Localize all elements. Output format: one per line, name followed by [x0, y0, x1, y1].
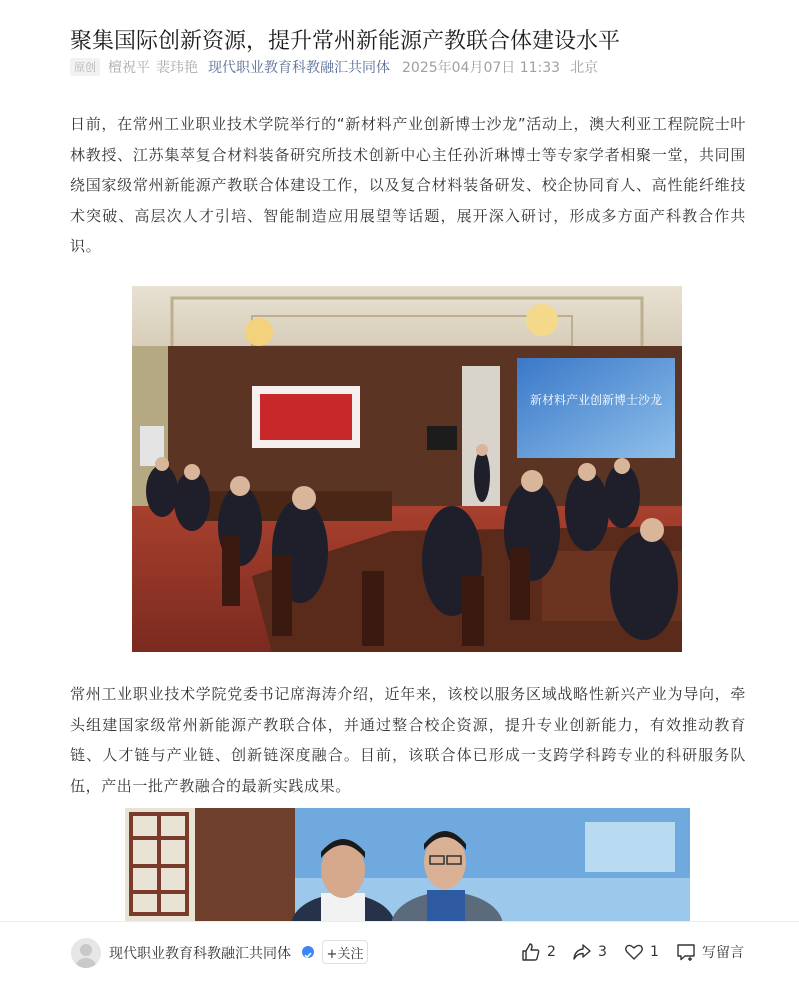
account-link[interactable]: 现代职业教育科教融汇共同体: [208, 60, 390, 76]
article-paragraph: 日前，在常州工业职业技术学院举行的“新材料产业创新博士沙龙”活动上，澳大利亚工程院院士叶林教授、江苏集萃复合材料装备研究所技术创新中心主任孙沂琳博士等专家学者相聚一堂，共同围绕国家级常州新能源产教联合体建设工作，以及复合材料装备研发、校企协同育人、高性能纤维技术突破、高层次人才引培、智能制造应用展望等话题，展开深入研讨，形成多方面产科教合作共识。: [70, 115, 746, 255]
article-meta: [70, 56, 770, 78]
account-avatar[interactable]: [71, 938, 101, 968]
author-name: 裴玮艳: [156, 60, 198, 76]
share-arrow-icon: [572, 942, 592, 962]
heart-count: 1: [650, 944, 659, 960]
conference-photo[interactable]: [132, 286, 682, 652]
screen-title: 新材料产业创新博士沙龙: [529, 393, 663, 407]
original-badge: 原创: [70, 58, 100, 76]
follow-button[interactable]: +关注: [322, 940, 368, 964]
publish-location: 北京: [570, 60, 599, 76]
article-title: 聚集国际创新资源，提升常州新能源产教联合体建设水平: [70, 28, 621, 54]
share-count: 3: [598, 944, 607, 960]
share-button[interactable]: [572, 940, 607, 964]
article-paragraph: 常州工业职业技术学院党委书记席海涛介绍，近年来，该校以服务区域战略性新兴产业为导向，牵头组建国家级常州新能源产教联合体，并通过整合校企资源，提升专业创新能力，有效推动教育链、人才链与产业链、创新链深度融合。目前，该联合体已形成一支跨学科跨专业的科研服务队伍，产出一批产教融合的最新实践成果。: [70, 685, 746, 795]
portrait-photo-illustration: [125, 808, 690, 921]
heart-icon: [624, 942, 644, 962]
like-button[interactable]: [521, 940, 556, 964]
publish-datetime: 2025年04月07日 11:33: [402, 60, 561, 76]
account-name[interactable]: 现代职业教育科教融汇共同体: [109, 946, 291, 962]
write-comment-button[interactable]: [676, 940, 744, 964]
comment-icon: [676, 942, 696, 962]
recommend-button[interactable]: [624, 940, 659, 964]
like-count: 2: [547, 944, 556, 960]
verified-icon: [302, 946, 314, 958]
portrait-photo[interactable]: [125, 808, 690, 921]
thumbs-up-icon: [521, 942, 541, 962]
write-comment-label: 写留言: [702, 945, 744, 961]
avatar-person-icon: [71, 938, 101, 968]
author-name: 檀祝平: [108, 60, 150, 76]
conference-photo-illustration: [132, 286, 682, 652]
bottom-action-bar: [0, 921, 799, 982]
